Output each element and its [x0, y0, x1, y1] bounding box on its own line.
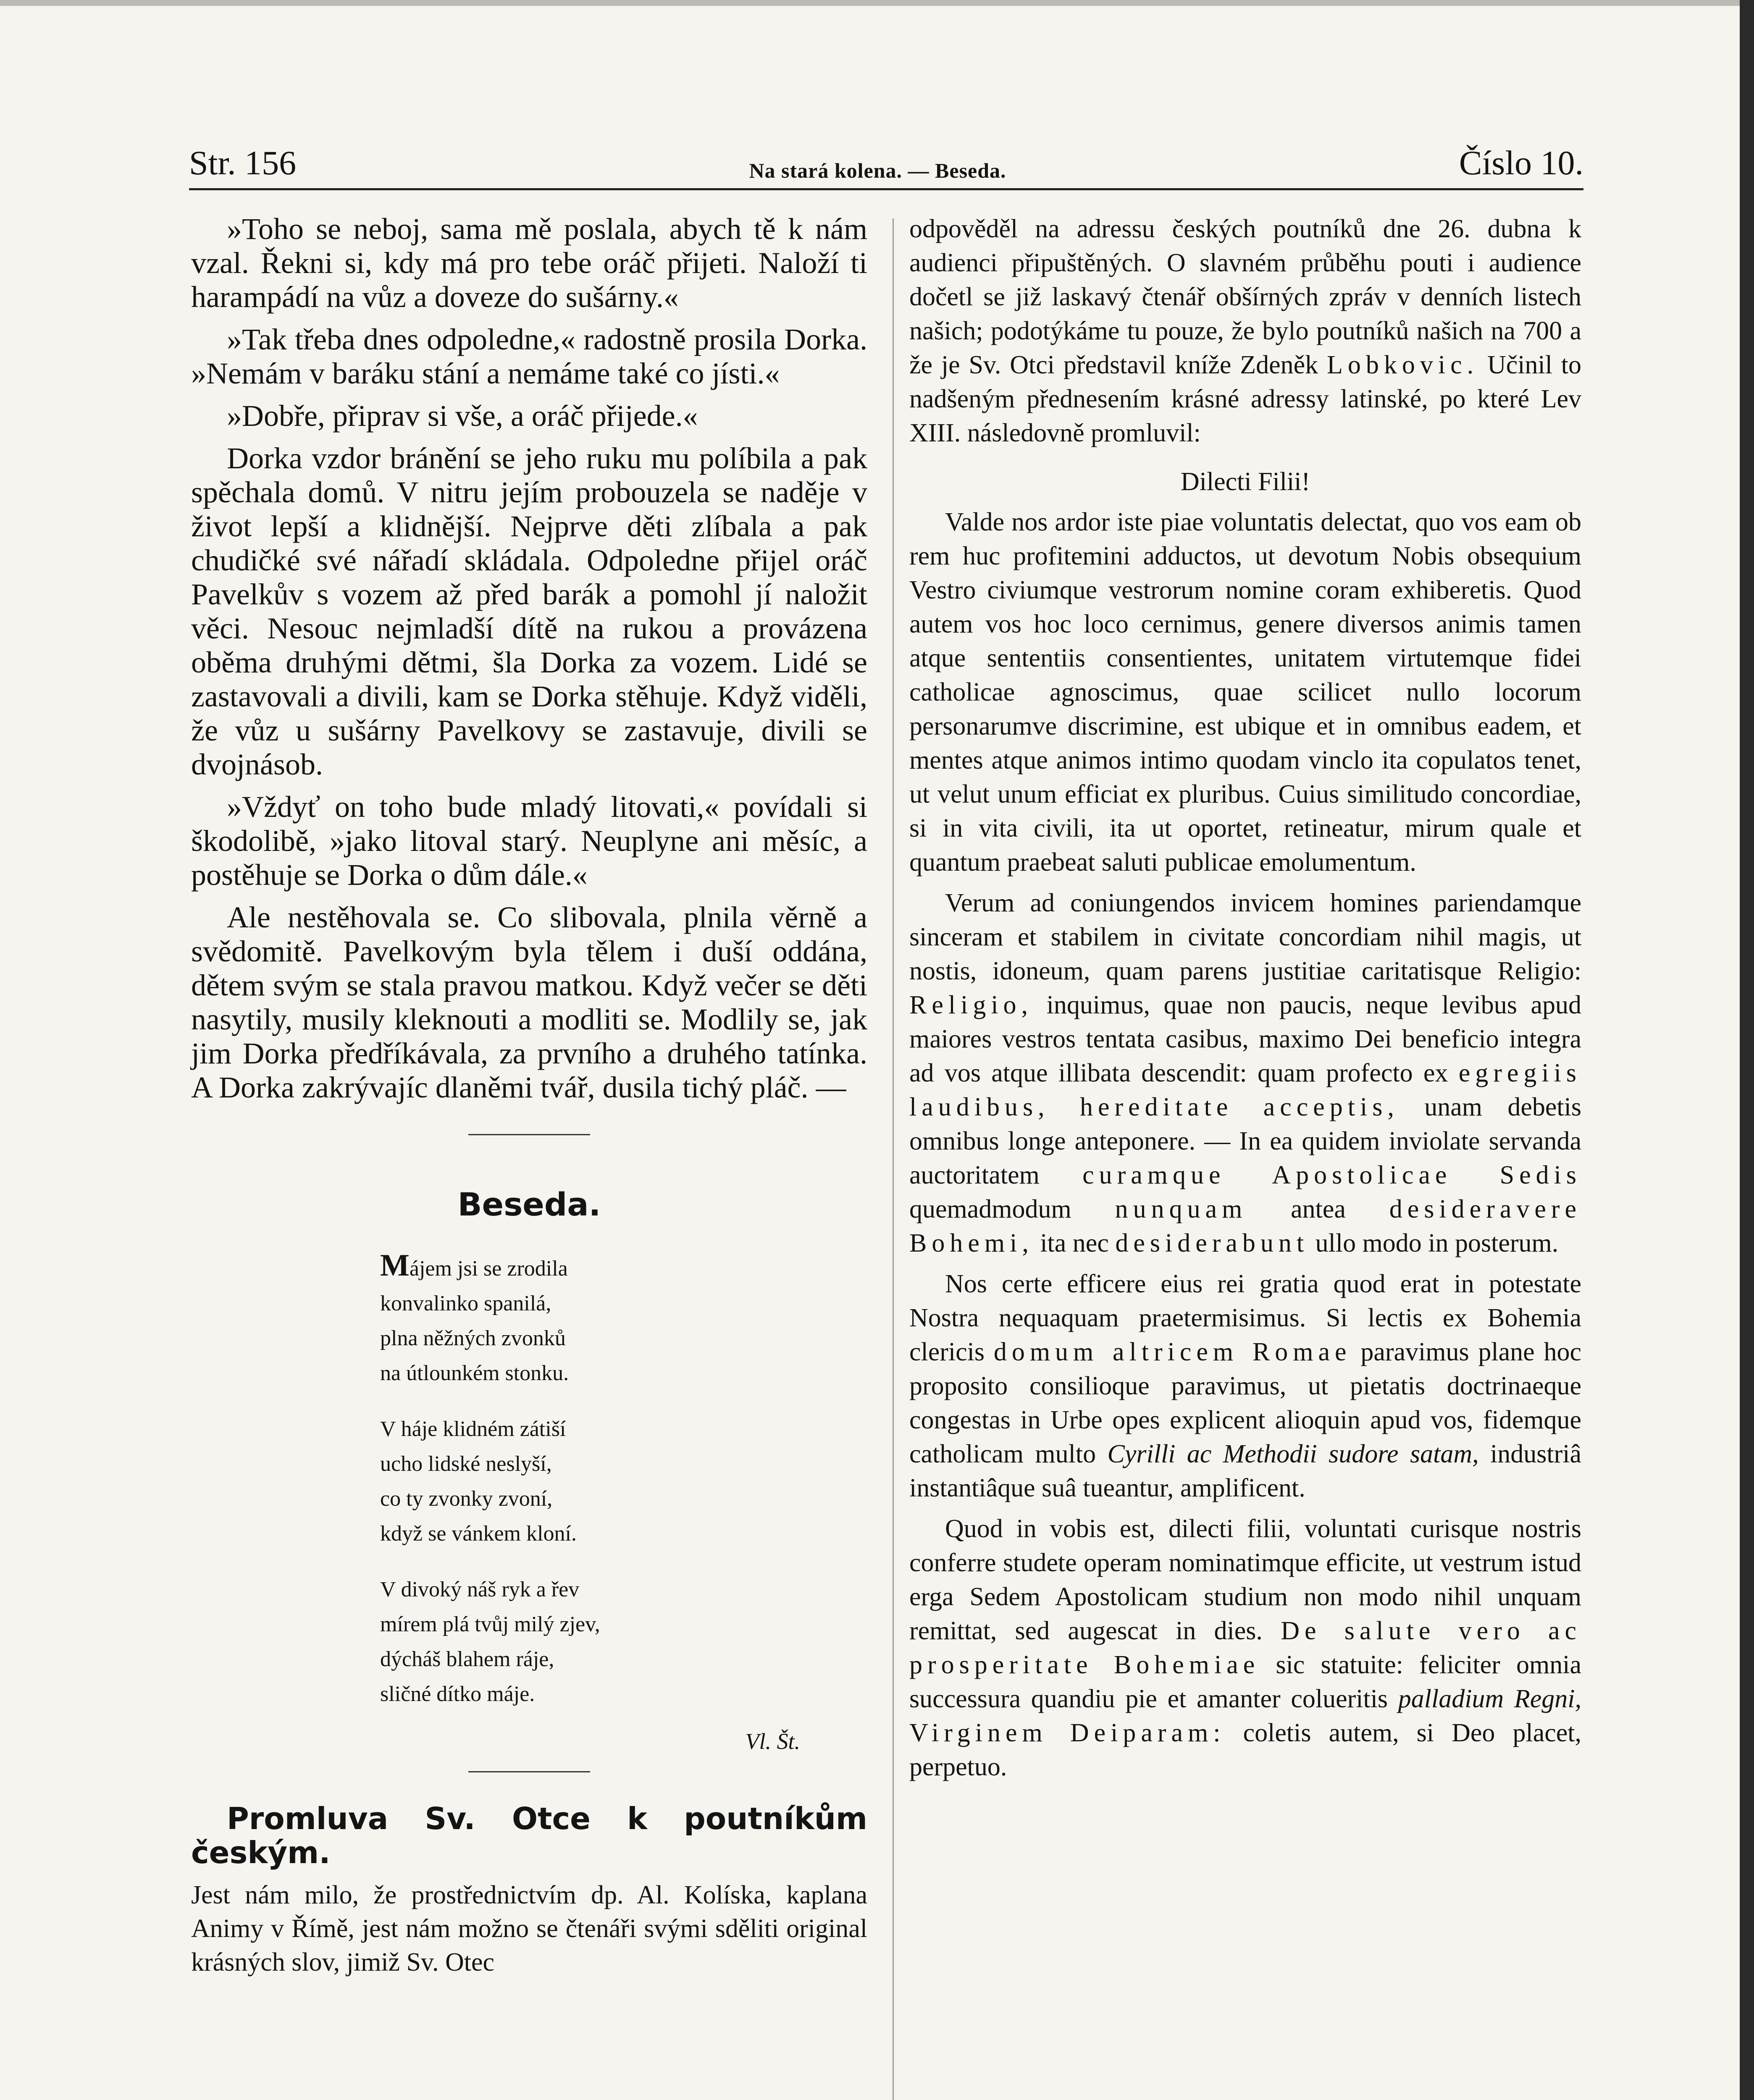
header-rule: [189, 188, 1583, 190]
poem-line: na útlounkém stonku.: [380, 1361, 569, 1385]
poem-signature: Vl. Št.: [745, 1729, 800, 1754]
story-paragraph: Ale nestěhovala se. Co slibovala, plnila věrně a svědomitě. Pavelkovým byla tělem i duší oddána, dětem svým se stala pravou matkou. Když večer se děti nasytily, musily kleknouti a modliti se. Modlily se, jak jim Dorka předříkávala, za prvního a druhého tatínka. A Dorka zakrývajíc dlaněmi tvář, dusila tichý pláč. —: [191, 900, 867, 1104]
poem-line: V divoký náš ryk a řev: [380, 1578, 580, 1601]
latin-paragraph: Verum ad coniungendos invicem homines pariendamque sinceram et stabilem in civitate concordiam nihil magis, ut nostis, idoneum, quam parens justitiae caritatisque Religio: Religio, inquimus, quae non paucis, neque levibus apud maiores vestros tentata casibus, maximo Dei beneficio integra ad vos atque illibata descendit: quam profecto ex egregiis laudibus, hereditate acceptis, unam debetis omnibus longe anteponere. — In ea quidem inviolate servanda auctoritatem curamque Apostolicae Sedis quemadmodum nunquam antea desideravere Bohemi, ita nec desiderabunt ullo modo in posterum.: [909, 889, 1582, 1257]
poem-title: Beseda.: [457, 1186, 601, 1223]
latin-paragraph: Valde nos ardor iste piae voluntatis delectat, quo vos eam ob rem huc profitemini adductos, ut devotum Nobis obsequium Vestro civiumque vestrorum nomine coram exhiberetis. Quod autem vos hoc loco cernimus, genere diversos animis tamen atque sententiis consentientes, unitatem virtutemque fidei catholicae agnoscimus, quae scilicet nullo locorum personarumve discrimine, est ubique et in omnibus eadem, et mentes atque animos intimo quodam vinclo ita copulatos tenet, ut velut unum efficiat ex pluribus. Cuius similitudo concordiae, si in vita civili, ita ut oportet, retineatur, mirum quale et quantum praebeat saluti publicae emolumentum.: [909, 508, 1581, 877]
page-header: [189, 141, 1583, 183]
poem-line: dýcháš blahem ráje,: [380, 1647, 554, 1671]
page-number: Str. 156: [189, 144, 297, 182]
story-paragraph: »Vždyť on toho bude mladý litovati,« povídali si škodolibě, »jako litoval starý. Neuplyne ani měsíc, a postěhuje se Dorka o dům dále.«: [191, 790, 867, 892]
poem-line: plna něžných zvonků: [380, 1326, 566, 1350]
drop-cap: M: [380, 1248, 410, 1283]
poem-line: konvalinko spanilá,: [380, 1292, 551, 1315]
poem-line: když se vánkem kloní.: [380, 1522, 577, 1546]
speech-paragraph: odpověděl na adressu českých poutníků dne 26. dubna k audienci připuštěných. O slavném průběhu pouti i audience dočetl se již laskavý čtenář obšírných zpráv v denních listech našich; podotýkáme tu pouze, že bylo poutníků našich na 700 a že je Sv. Otci představil kníže Zdeněk Lobkovic. Učinil to nadšeným přednesením krásné adressy latinské, po které Lev XIII. následovně promluvil:: [909, 215, 1582, 447]
speech-salutation: Dilecti Filii!: [1180, 467, 1310, 496]
left-column: [191, 212, 867, 1987]
poem-line: co ty zvonky zvoní,: [380, 1487, 553, 1511]
poem-stanza: [380, 1248, 867, 1391]
story-paragraph: »Tak třeba dnes odpoledne,« radostně prosila Dorka. »Nemám v baráku stání a nemáme také co jísti.«: [191, 323, 867, 390]
column-divider: [893, 218, 894, 2100]
poem-line: mírem plá tvůj milý zjev,: [380, 1612, 600, 1636]
scan-edge-right: [1740, 0, 1754, 2100]
poem-line: Májem jsi se zrodila: [380, 1248, 568, 1283]
running-title: Na stará kolena. — Beseda.: [749, 159, 1006, 182]
poem-stanza: [380, 1572, 867, 1712]
latin-paragraph: Nos certe efficere eius rei gratia quod erat in potestate Nostra nequaquam praetermisimus. Si lectis ex Bohemia clericis domum altricem Romae paravimus plane hoc proposito consilioque paravimus, ut pietatis doctrinaeque congestas in Urbe opes explicent alioquin apud vos, fidemque catholicam multo Cyrilli ac Methodii sudore satam, industriâ instantiâque suâ tueantur, amplificent.: [909, 1270, 1582, 1502]
speech-intro: Jest nám milo, že prostřednictvím dp. Al. Kolíska, kaplana Animy v Římě, jest nám možno se čtenáři svými sděliti original krásných slov, jimiž Sv. Otec: [191, 1881, 867, 1977]
poem-line: sličné dítko máje.: [380, 1682, 535, 1706]
story-paragraph: Dorka vzdor bránění se jeho ruku mu políbila a pak spěchala domů. V nitru jejím probouzela se naděje v život lepší a klidnější. Nejprve děti zlíbala a pak chudičké své nářadí skládala. Odpoledne přijel oráč Pavelkův s vozem až před barák a pomohl jí naložit věci. Nesouc nejmladší dítě na rukou a provázena oběma druhými dětmi, šla Dorka za vozem. Lidé se zastavovali a divili, kam se Dorka stěhuje. Když viděli, že vůz u sušárny Pavelkovy se zastavuje, divili se dvojnásob.: [191, 441, 867, 781]
story-paragraph: »Dobře, připrav si vše, a oráč přijede.«: [227, 399, 698, 433]
section-divider: [468, 1134, 590, 1135]
speech-title: Promluva Sv. Otce k poutníkům českým.: [191, 1801, 867, 1870]
poem-line: ucho lidské neslyší,: [380, 1452, 552, 1476]
poem: [380, 1248, 867, 1712]
right-column: [909, 212, 1581, 1791]
poem-stanza: [380, 1412, 867, 1551]
spaced-name: Lobkovic.: [1327, 351, 1479, 379]
story-paragraph: »Toho se neboj, sama mě poslala, abych tě k nám vzal. Řekni si, kdy má pro tebe oráč přijeti. Naloží ti harampádí na vůz a doveze do sušárny.«: [191, 212, 867, 314]
issue-number: Číslo 10.: [1459, 144, 1583, 182]
section-divider: [468, 1771, 590, 1772]
scan-edge-top: [0, 0, 1754, 6]
poem-line: V háje klidném zátiší: [380, 1417, 566, 1441]
latin-paragraph: Quod in vobis est, dilecti filii, voluntati curisque nostris conferre studete operam nominatimque efficite, ut vestrum istud erga Sedem Apostolicam studium non modo nihil unquam remittat, sed augescat in dies. De salute vero ac prosperitate Bohemiae sic statuite: feliciter omnia successura quandiu pie et amanter colueritis palladium Regni, Virginem Deiparam: coletis autem, si Deo placet, perpetuo.: [909, 1515, 1582, 1781]
